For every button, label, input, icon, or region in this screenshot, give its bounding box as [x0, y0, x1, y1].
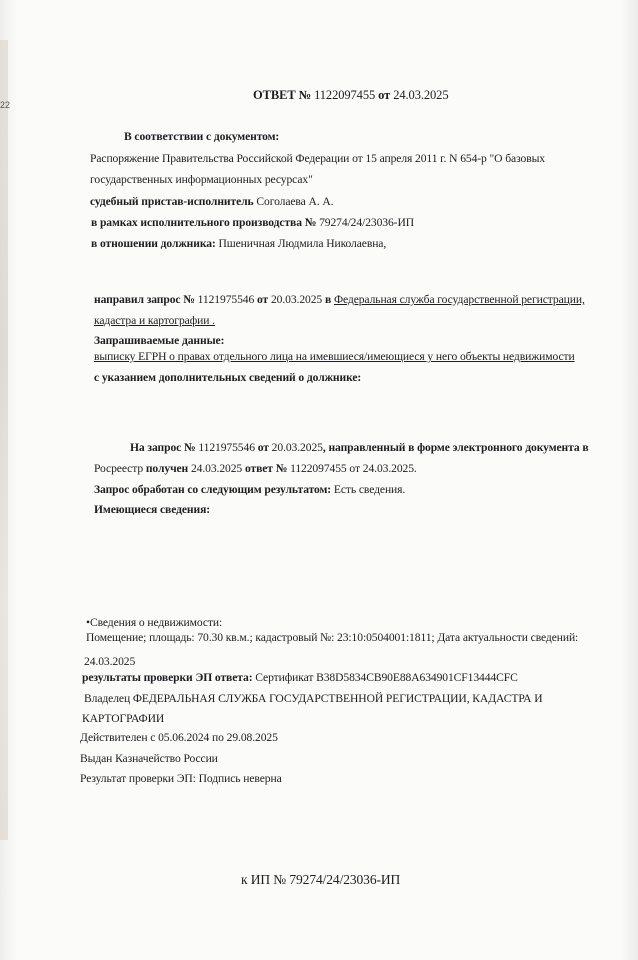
request-agency-line-1: Федеральная служба государственной регистрации,	[333, 293, 585, 306]
request-sent-date: 20.03.2025	[270, 293, 323, 306]
result-line	[94, 483, 405, 496]
title-number: 1122097455	[314, 88, 376, 102]
basis-document-line-1: Распоряжение Правительства Российской Федерации от 15 апреля 2011 г. N 654-р "О базовых	[90, 152, 545, 165]
response-answer-date: 24.03.2025.	[362, 462, 417, 475]
debtor-label: в отношении должника:	[91, 237, 216, 250]
request-line-1	[94, 293, 585, 306]
response-received-date: 24.03.2025	[190, 462, 243, 475]
response-line-2	[94, 462, 417, 475]
request-sent-to-label: в	[324, 293, 332, 306]
margin-mark: 22	[0, 100, 11, 110]
title-label: ОТВЕТ №	[253, 88, 312, 102]
response-query-date: 20.03.2025	[271, 441, 323, 454]
signature-result: Результат проверки ЭП: Подпись неверна	[80, 772, 282, 785]
signature-certificate: Сертификат B38D5834CB90E88A634901CF13444CFC	[255, 671, 518, 684]
property-detail-line-2: 24.03.2025	[84, 655, 136, 668]
basis-heading: В соответствии с документом:	[124, 130, 280, 143]
requested-data-heading: Запрашиваемые данные:	[94, 334, 225, 347]
additional-info-heading: с указанием дополнительных сведений о должнике:	[94, 371, 362, 384]
bailiff-line	[90, 195, 333, 208]
signature-check-label: результаты проверки ЭП ответа:	[82, 671, 253, 684]
signature-issuer: Выдан Казначейство России	[80, 752, 218, 765]
title-date-label: от	[378, 88, 391, 102]
existing-info-heading: Имеющиеся сведения:	[94, 503, 210, 516]
request-agency-line-2: кадастра и картографии .	[94, 314, 215, 327]
response-query-tail: , направленный в форме электронного документа в	[322, 441, 589, 454]
signature-check-line	[82, 671, 518, 684]
proceeding-label: в рамках исполнительного производства №	[91, 216, 317, 229]
signature-valid-period: Действителен с 05.06.2024 по 29.08.2025	[80, 731, 278, 744]
response-query-date-label: от	[257, 441, 269, 454]
response-received-label: получен	[145, 462, 189, 475]
requested-data-value: выписку ЕГРН о правах отдельного лица на имевшиеся/имеющиеся у него объекты недвижимости	[94, 350, 575, 363]
request-sent-date-label: от	[257, 293, 269, 306]
response-answer-date-label: от	[349, 462, 360, 475]
page-edge-shadow	[0, 40, 11, 840]
response-query-label: На запрос №	[130, 441, 196, 454]
result-label: Запрос обработан со следующим результатом:	[94, 483, 332, 496]
request-sent-number: 1121975546	[197, 293, 255, 306]
proceeding-line	[91, 216, 414, 229]
bailiff-name: Соголаева А. А.	[256, 195, 334, 208]
result-value: Есть сведения.	[333, 483, 406, 496]
title-date: 24.03.2025	[393, 88, 449, 102]
signature-owner-line-1: Владелец ФЕДЕРАЛЬНАЯ СЛУЖБА ГОСУДАРСТВЕННОЙ РЕГИСТРАЦИИ, КАДАСТРА И	[84, 692, 543, 705]
signature-owner-line-2: КАРТОГРАФИИ	[82, 712, 165, 725]
response-query-number: 1121975546	[198, 441, 255, 454]
property-detail-line-1: Помещение; площадь: 70.30 кв.м.; кадастровый №: 23:10:0504001:1811; Дата актуальности сведений:	[86, 631, 579, 644]
response-answer-label: ответ №	[244, 462, 288, 475]
debtor-line	[91, 237, 386, 250]
proceeding-number: 79274/24/23036-ИП	[319, 216, 414, 229]
basis-document-line-2: государственных информационных ресурсах"	[90, 173, 313, 186]
bailiff-label: судебный пристав-исполнитель	[90, 195, 254, 208]
response-answer-number: 1122097455	[290, 462, 347, 475]
debtor-name: Пшеничная Людмила Николаевна,	[218, 237, 387, 250]
property-heading: •Сведения о недвижимости:	[86, 616, 223, 629]
response-agency: Росреестр	[94, 462, 144, 475]
footer-proceeding-ref: к ИП № 79274/24/23036-ИП	[241, 872, 401, 887]
document-title	[253, 88, 449, 103]
response-line-1	[130, 441, 589, 454]
request-sent-label: направил запрос №	[94, 293, 195, 306]
